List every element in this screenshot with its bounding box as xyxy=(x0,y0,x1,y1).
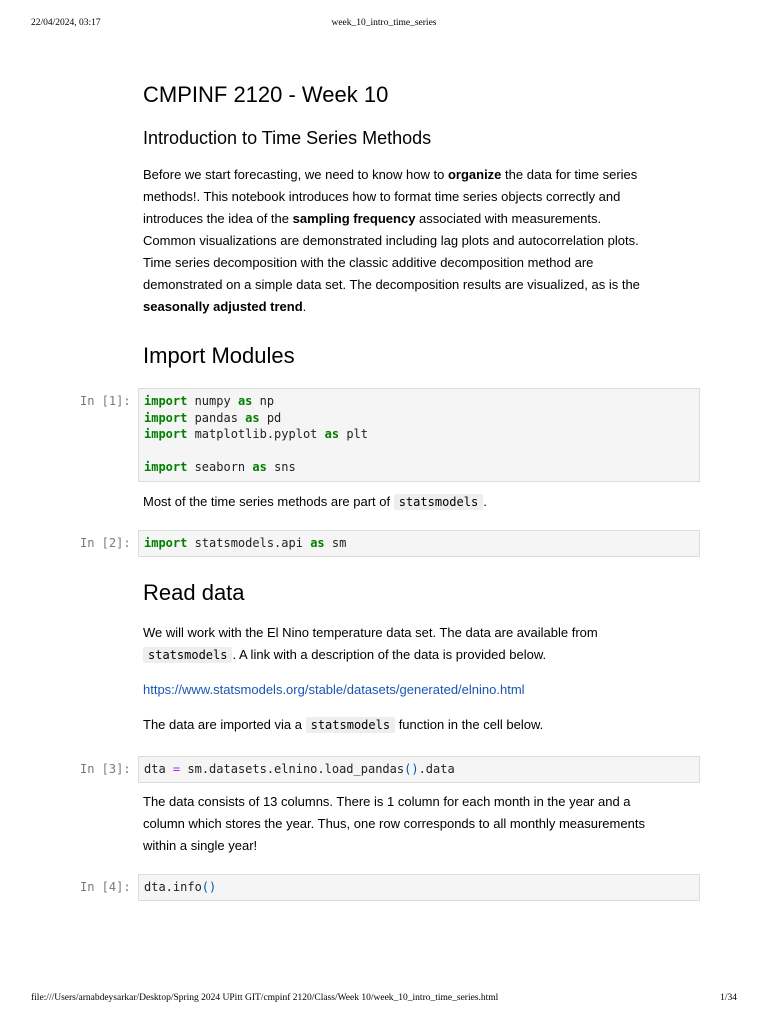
intro-bold-organize: organize xyxy=(447,167,502,182)
intro-bold-seasonally-adjusted: seasonally adjusted trend xyxy=(143,299,303,314)
code-cell[interactable] xyxy=(138,756,700,783)
code-cell[interactable] xyxy=(138,874,700,901)
md-text: Most of the time series methods are part of xyxy=(143,494,394,509)
intro-text: introduces the idea of the xyxy=(143,211,293,226)
intro-text: demonstrated on a simple data set. The decomposition results are visualized, as is the xyxy=(143,277,640,292)
notebook-subtitle: Introduction to Time Series Methods xyxy=(143,128,432,148)
code-line: import statsmodels.api as sm xyxy=(144,536,347,550)
intro-bold-sampling-frequency: sampling frequency xyxy=(292,211,416,226)
md-text: . xyxy=(483,494,487,509)
notebook-title: CMPINF 2120 - Week 10 xyxy=(143,82,389,107)
md-text: . A link with a description of the data is provided below. xyxy=(232,647,547,662)
cell-prompt: In [4]: xyxy=(80,880,131,894)
inline-code: statsmodels xyxy=(394,494,483,510)
code-line: import matplotlib.pyplot as plt xyxy=(144,427,368,441)
md-text: We will work with the El Nino temperature data set. The data are available from xyxy=(143,625,598,640)
inline-code: statsmodels xyxy=(306,717,395,733)
intro-paragraph xyxy=(143,164,703,318)
markdown-columns xyxy=(143,791,703,857)
code-cell[interactable] xyxy=(138,530,700,557)
code-line: dta = sm.datasets.elnino.load_pandas().data xyxy=(144,762,455,776)
md-text: The data consists of 13 columns. There is 1 column for each month in the year and a xyxy=(143,794,631,809)
intro-text: Time series decomposition with the classic additive decomposition method are xyxy=(143,255,594,270)
print-page-number: 1/34 xyxy=(720,993,737,1003)
section-heading-import: Import Modules xyxy=(143,343,295,368)
intro-text: . xyxy=(302,299,307,314)
md-text: column which stores the year. Thus, one row corresponds to all monthly measurements xyxy=(143,816,645,831)
code-line-blank xyxy=(144,443,694,460)
markdown-read-data xyxy=(143,622,703,736)
md-text: The data are imported via a xyxy=(143,717,306,732)
print-date: 22/04/2024, 03:17 xyxy=(31,18,101,28)
cell-prompt: In [1]: xyxy=(80,394,131,408)
markdown-statsmodels xyxy=(143,491,703,513)
cell-prompt: In [3]: xyxy=(80,762,131,776)
code-line: import seaborn as sns xyxy=(144,460,296,474)
code-line: import numpy as np xyxy=(144,394,275,408)
intro-text: Common visualizations are demonstrated including lag plots and autocorrelation plots. xyxy=(143,233,639,248)
elnino-docs-link[interactable]: https://www.statsmodels.org/stable/datasets/generated/elnino.html xyxy=(143,682,525,697)
inline-code: statsmodels xyxy=(143,647,232,663)
code-line: dta.info() xyxy=(144,880,217,894)
intro-text: the data for time series xyxy=(501,167,638,182)
intro-text: Before we start forecasting, we need to know how to xyxy=(143,167,448,182)
print-title: week_10_intro_time_series xyxy=(331,18,437,28)
intro-text: methods!. This notebook introduces how to format time series objects correctly and xyxy=(143,189,621,204)
cell-prompt: In [2]: xyxy=(80,536,131,550)
section-heading-read-data: Read data xyxy=(143,580,245,605)
code-cell[interactable] xyxy=(138,388,700,482)
print-file-path: file:///Users/arnabdeysarkar/Desktop/Spring 2024 UPitt GIT/cmpinf 2120/Class/Week 10/week_10_intro_time_series.html xyxy=(31,993,499,1003)
intro-text: associated with measurements. xyxy=(415,211,602,226)
md-text: function in the cell below. xyxy=(395,717,544,732)
md-text: within a single year! xyxy=(143,838,258,853)
code-line: import pandas as pd xyxy=(144,410,282,425)
